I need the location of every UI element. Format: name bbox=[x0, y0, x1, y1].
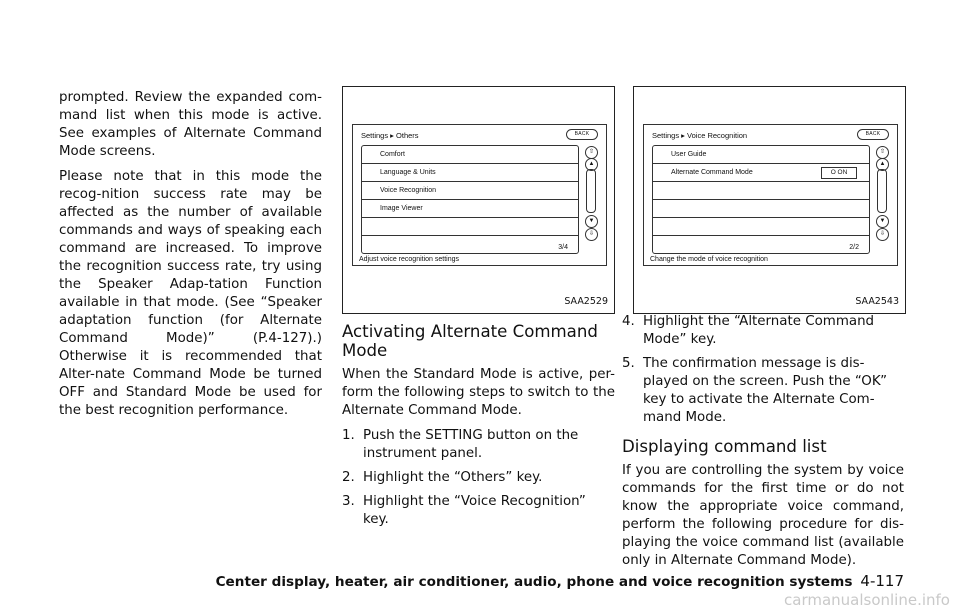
back-button: BACK bbox=[857, 129, 889, 140]
scrollbar bbox=[586, 169, 596, 213]
step-text: Highlight the “Voice Recognition” key. bbox=[363, 494, 586, 527]
text-column-1 bbox=[59, 89, 322, 427]
scroll-top-icon: ⇧ bbox=[585, 146, 598, 159]
paragraph: prompted. Review the expanded com-mand list when this mode is active. See examples of Alternate Command Mode screens. bbox=[59, 90, 322, 159]
page-indicator: 3/4 bbox=[558, 244, 568, 251]
step-number: 4. bbox=[622, 314, 635, 329]
menu-list bbox=[361, 145, 579, 254]
list-item bbox=[653, 200, 869, 218]
list-item: Image Viewer bbox=[362, 200, 578, 218]
figure-settings-others bbox=[342, 86, 615, 314]
list-item bbox=[653, 218, 869, 236]
text-column-3 bbox=[622, 313, 904, 577]
screen-title: Settings ▸ Voice Recognition bbox=[652, 131, 748, 140]
list-item bbox=[653, 182, 869, 200]
screen-mockup bbox=[352, 124, 607, 266]
step-item bbox=[342, 427, 615, 463]
section-heading: Displaying command list bbox=[622, 437, 827, 456]
paragraph: When the Standard Mode is active, per-form the following steps to switch to the Alternate Command Mode. bbox=[342, 367, 615, 418]
step-text: Highlight the “Alternate Command Mode” key. bbox=[643, 314, 875, 347]
list-item bbox=[653, 164, 869, 182]
list-item: Language & Units bbox=[362, 164, 578, 182]
step-number: 3. bbox=[342, 494, 355, 509]
step-number: 1. bbox=[342, 428, 355, 443]
step-item bbox=[342, 493, 615, 529]
figure-code: SAA2543 bbox=[855, 296, 899, 307]
text-column-2 bbox=[342, 322, 615, 535]
step-text: The confirmation message is dis-played on the screen. Push the “OK” key to activate the Alternate Com-mand Mode. bbox=[643, 356, 888, 425]
list-item: Comfort bbox=[362, 146, 578, 164]
scroll-down-icon: ▼ bbox=[585, 215, 598, 228]
page-indicator: 2/2 bbox=[849, 244, 859, 251]
status-message: Change the mode of voice recognition bbox=[650, 256, 768, 263]
section-heading: Activating Alternate Command Mode bbox=[342, 322, 598, 360]
page-number: 4-117 bbox=[860, 572, 904, 590]
back-button: BACK bbox=[566, 129, 598, 140]
list-item-label: Alternate Command Mode bbox=[671, 169, 753, 176]
list-item: Voice Recognition bbox=[362, 182, 578, 200]
figure-code: SAA2529 bbox=[564, 296, 608, 307]
screen-mockup bbox=[643, 124, 898, 266]
menu-list bbox=[652, 145, 870, 254]
step-item bbox=[342, 469, 615, 487]
chapter-title: Center display, heater, air conditioner, audio, phone and voice recognition systems bbox=[215, 574, 853, 590]
scroll-up-icon: ▲ bbox=[876, 158, 889, 171]
step-number: 2. bbox=[342, 470, 355, 485]
figure-settings-voice-recognition bbox=[633, 86, 906, 314]
scrollbar bbox=[877, 169, 887, 213]
step-item bbox=[622, 355, 904, 427]
step-text: Highlight the “Others” key. bbox=[363, 470, 543, 485]
step-number: 5. bbox=[622, 356, 635, 371]
scroll-bottom-icon: ⇩ bbox=[585, 228, 598, 241]
step-text: Push the SETTING button on the instrument panel. bbox=[363, 428, 579, 461]
step-item bbox=[622, 313, 904, 349]
scroll-up-icon: ▲ bbox=[585, 158, 598, 171]
paragraph: Please note that in this mode the recog-nition success rate may be affected as the number of available commands and ways of speaking each command are increased. To improve the recognition success rate, try using the Speaker Adap-tation Function available in that mode. (See “Speaker adaptation function (for Alternate Command Mode)” (P.4-127).) Otherwise it is recommended that Alter-nate Command Mode be turned OFF and Standard Mode be used for the best recognition performance. bbox=[59, 169, 322, 418]
screen-title: Settings ▸ Others bbox=[361, 131, 419, 140]
paragraph: If you are controlling the system by voice commands for the first time or do not know the appropriate voice command, perform the following procedure for dis-playing the voice command list (available only in Alternate Command Mode). bbox=[622, 463, 904, 568]
page-footer bbox=[0, 572, 904, 590]
scroll-top-icon: ⇧ bbox=[876, 146, 889, 159]
list-item: User Guide bbox=[653, 146, 869, 164]
scroll-bottom-icon: ⇩ bbox=[876, 228, 889, 241]
list-item bbox=[362, 218, 578, 236]
toggle-indicator: O ON bbox=[821, 167, 857, 179]
scroll-down-icon: ▼ bbox=[876, 215, 889, 228]
status-message: Adjust voice recognition settings bbox=[359, 256, 459, 263]
watermark: carmanualsonline.info bbox=[784, 591, 950, 609]
